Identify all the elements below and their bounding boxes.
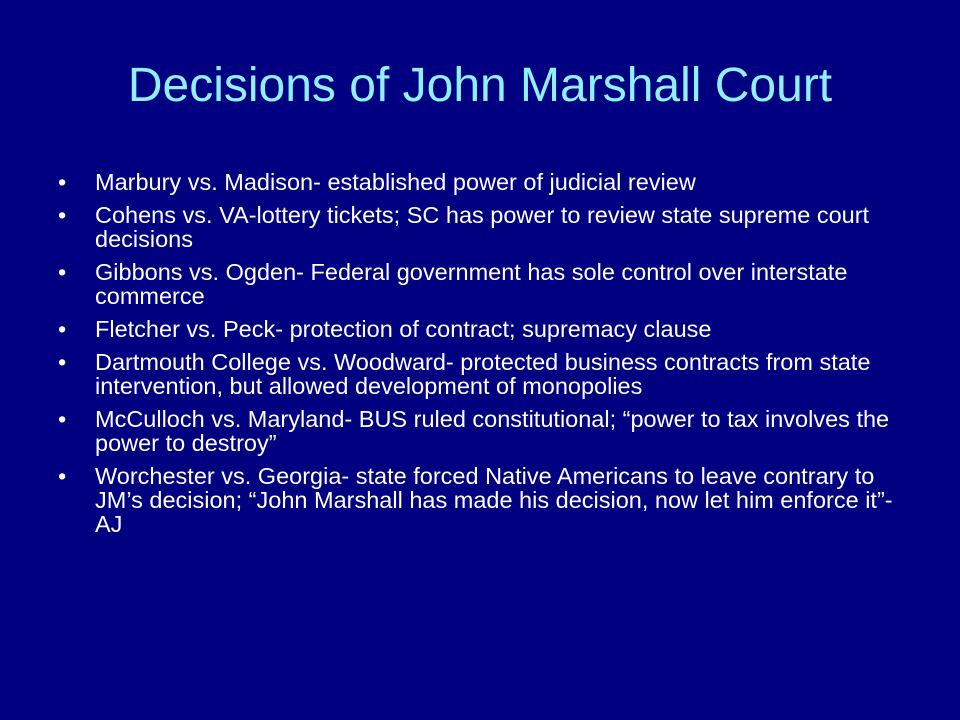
bullet-item-mcculloch: [58, 407, 918, 455]
bullet-marker: •: [58, 463, 67, 489]
bullet-marker: •: [58, 169, 67, 195]
bullet-marker: •: [58, 406, 67, 432]
slide-title: Decisions of John Marshall Court: [127, 59, 833, 112]
bullet-text: Marbury vs. Madison- established power of judicial review: [95, 169, 696, 195]
bullet-marker: •: [58, 316, 67, 342]
bullet-item-dartmouth: [58, 350, 918, 398]
bullet-item-worchester: [58, 464, 918, 536]
bullet-item-cohens: [58, 203, 918, 251]
bullet-text: Gibbons vs. Ogden- Federal government has sole control over interstate commerce: [95, 259, 848, 309]
bullet-list: [58, 170, 918, 545]
bullet-marker: •: [58, 349, 67, 375]
bullet-item-fletcher: [58, 317, 918, 341]
bullet-text: Fletcher vs. Peck- protection of contract; supremacy clause: [95, 316, 712, 342]
bullet-item-marbury: [58, 170, 918, 194]
bullet-text: Worchester vs. Georgia- state forced Native Americans to leave contrary to JM’s decision; “John Marshall has made his decision, now let him enforce it”- AJ: [95, 463, 893, 537]
bullet-text: McCulloch vs. Maryland- BUS ruled constitutional; “power to tax involves the power to destroy”: [95, 406, 890, 456]
bullet-text: Cohens vs. VA-lottery tickets; SC has power to review state supreme court decisions: [95, 202, 870, 252]
bullet-marker: •: [58, 259, 67, 285]
bullet-marker: •: [58, 202, 67, 228]
bullet-text: Dartmouth College vs. Woodward- protected business contracts from state intervention, but allowed development of monopolies: [95, 349, 871, 399]
bullet-item-gibbons: [58, 260, 918, 308]
